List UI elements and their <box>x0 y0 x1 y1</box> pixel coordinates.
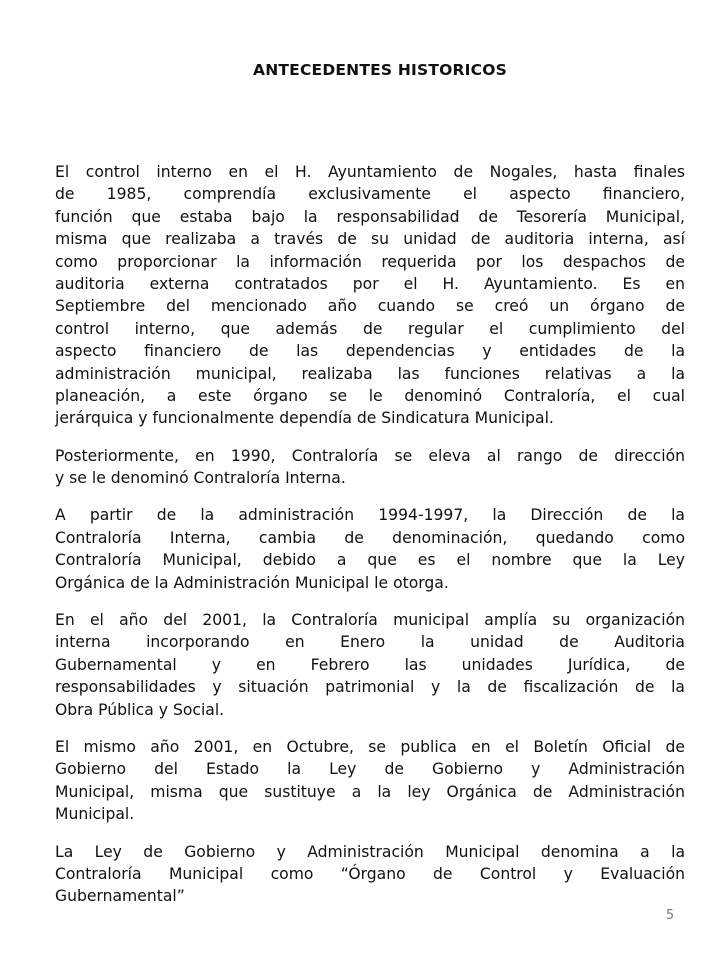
paragraph-2001-organizacion <box>55 609 685 721</box>
body-line: Contraloría Municipal como “Órgano de Control y Evaluación <box>55 864 685 883</box>
document-title: ANTECEDENTES HISTORICOS <box>253 61 507 79</box>
body-line: jerárquica y funcionalmente dependía de Sindicatura Municipal. <box>55 409 554 428</box>
body-line: Gubernamental” <box>55 887 185 906</box>
body-line: aspecto financiero de las dependencias y entidades de la <box>55 342 685 361</box>
body-line: Contraloría Interna, cambia de denominación, quedando como <box>55 528 685 547</box>
body-line: En el año del 2001, la Contraloría municipal amplía su organización <box>55 611 685 630</box>
body-line: responsabilidades y situación patrimonial y la de fiscalización de la <box>55 678 685 697</box>
paragraph-control-interno <box>55 161 685 430</box>
paragraph-organo-control <box>55 841 685 908</box>
document-body <box>55 161 685 908</box>
paragraph-1990 <box>55 445 685 490</box>
body-line: A partir de la administración 1994-1997, la Dirección de la <box>55 506 685 525</box>
body-line: Municipal. <box>55 805 135 824</box>
paragraph-2001-ley <box>55 736 685 826</box>
body-line: El control interno en el H. Ayuntamiento de Nogales, hasta finales <box>55 163 685 181</box>
body-line: Gobierno del Estado la Ley de Gobierno y Administración <box>55 760 685 779</box>
body-line: Posteriormente, en 1990, Contraloría se eleva al rango de dirección <box>55 446 685 465</box>
body-line: de 1985, comprendía exclusivamente el aspecto financiero, <box>55 185 685 204</box>
body-line: Septiembre del mencionado año cuando se creó un órgano de <box>55 297 685 316</box>
body-line: planeación, a este órgano se le denominó Contraloría, el cual <box>55 386 685 405</box>
body-line: misma que realizaba a través de su unidad de auditoria interna, así <box>55 230 685 249</box>
page-number: 5 <box>665 908 675 923</box>
body-line: control interno, que además de regular el cumplimiento del <box>55 319 685 338</box>
body-line: Obra Pública y Social. <box>55 700 225 719</box>
paragraph-1994-1997 <box>55 504 685 594</box>
body-line: Gubernamental y en Febrero las unidades Jurídica, de <box>55 655 685 674</box>
body-line: La Ley de Gobierno y Administración Municipal denomina a la <box>55 842 685 861</box>
body-line: función que estaba bajo la responsabilidad de Tesorería Municipal, <box>55 207 685 226</box>
body-line: Contraloría Municipal, debido a que es el nombre que la Ley <box>55 551 685 570</box>
body-line: auditoria externa contratados por el H. Ayuntamiento. Es en <box>55 274 685 293</box>
body-line: y se le denominó Contraloría Interna. <box>55 469 346 488</box>
body-line: como proporcionar la información requerida por los despachos de <box>55 252 685 271</box>
body-line: interna incorporando en Enero la unidad de Auditoria <box>55 633 685 652</box>
body-line: administración municipal, realizaba las funciones relativas a la <box>55 364 685 383</box>
body-line: Municipal, misma que sustituye a la ley Orgánica de Administración <box>55 782 685 801</box>
body-line: Orgánica de la Administración Municipal le otorga. <box>55 573 449 592</box>
body-line: El mismo año 2001, en Octubre, se publica en el Boletín Oficial de <box>55 737 685 756</box>
